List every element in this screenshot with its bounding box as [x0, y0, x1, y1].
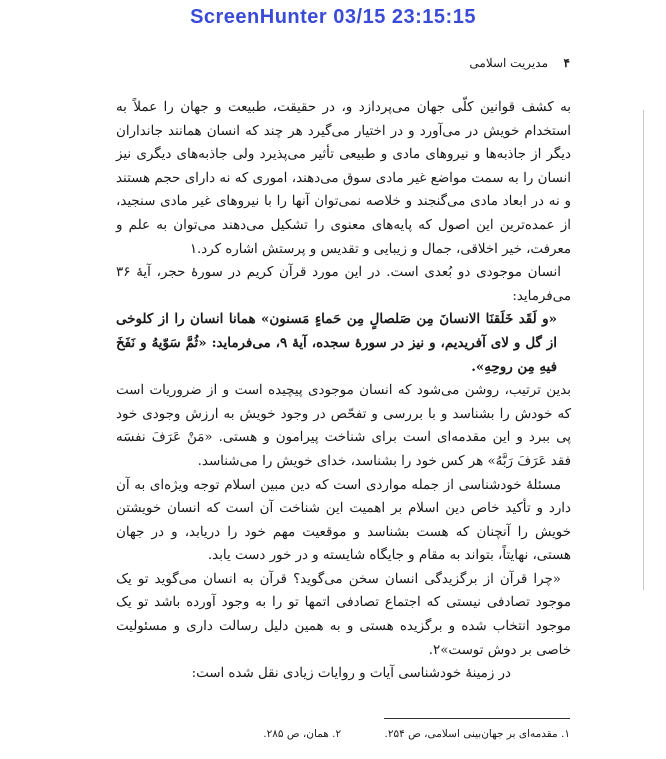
- running-title: مدیریت اسلامی: [469, 56, 548, 70]
- body-text: [116, 96, 571, 686]
- scan-edge-line: [643, 110, 644, 590]
- footnote-separator: [384, 718, 570, 719]
- page-header: [80, 56, 570, 74]
- footnote-2: ۲. همان، ص ۲۸۵.: [263, 728, 342, 740]
- paragraph-5: مسئلهٔ خودشناسی از جمله مواردی است که دین مبین اسلام توجه ویژه‌ای به آن دارد و تأکید خاص دین اسلام بر اهمیت این شناخت آن است که انسان خویشتن خویش را آنچنان که هست بشناسد و موقعیت مهم خود را دریابد، و در جهان هستی، نهایتاً، بتواند به مقام و جایگاه شایسته و در خور دست یابد.: [116, 477, 571, 564]
- page-number: ۴: [563, 56, 570, 70]
- footnote-1: ۱. مقدمه‌ای بر جهان‌بینی اسلامی، ص ۲۵۴.: [384, 728, 570, 740]
- paragraph-2: انسان موجودی دو بُعدی است. در این مورد قرآن کریم در سورهٔ حجر، آیهٔ ۳۶ می‌فرماید:: [116, 265, 571, 304]
- quran-quote-paragraph: «و لَقَد خَلَقنَا الانسانَ مِن صَلصالٍ مِن حَماءٍ مَسنون» همانا انسان را از کلوخی از گل و لای آفریدیم، و نیز در سورهٔ سجده، آیهٔ ۹، می‌فرماید: «ثُمَّ سَوّیهُ و نَفَخَ فیهِ مِن روحِهِ».: [116, 311, 557, 375]
- paragraph-7: در زمینهٔ خودشناسی آیات و روایات زیادی نقل شده است:: [191, 666, 511, 682]
- footnotes: [116, 728, 570, 740]
- paragraph-1: به کشف قوانین کلّی جهان می‌پردازد و، در حقیقت، طبیعت و جهان را عملاً به استخدام خویش در می‌آورد و در اختیار می‌گیرد هر چند که انسان همانند جانداران دیگر از جاذبه‌ها و نیروهای مادی و طبیعی تأثیر می‌پذیرد ولی جاذبه‌های دیگری نیز انسان را به سمت مواضع غیر مادی سوق می‌دهند، اموری که نه دارای حجم هستند و نه در ابعاد مادی می‌گنجند و خلاصه نمی‌توان آنها را با نیروهای غیر مادی سنجید، از عمده‌ترین این اصول که پایه‌های معنوی را تشکیل می‌دهند می‌توان به علم و معرفت، خیر اخلاقی، جمال و زیبایی و تقدیس و پرستش اشاره کرد.۱: [116, 100, 571, 257]
- paragraph-6: «چرا قرآن از برگزیدگی انسان سخن می‌گوید؟ قرآن به انسان می‌گوید تو یک موجود تصادفی نیستی که اجتماع تصادفی اتمها تو را به وجود آورده باشد تو یک موجود انتخاب شده و برگزیده هستی و به همین دلیل رسالت داری و مسئولیت خاصی بر دوش توست»۲.: [116, 571, 571, 658]
- paragraph-4: بدین ترتیب، روشن می‌شود که انسان موجودی پیچیده است و از ضروریات است که خودش را بشناسد و با بررسی و تفحّص در وجود خویش به ارزش وجودی خود پی ببرد و این مقدمه‌ای است برای شناخت پیرامون و هستی. «مَنْ عَرَفَ نفسَه فقد عَرَفَ رَبَّهُ» هر کس خود را بشناسد، خدای خویش را می‌شناسد.: [116, 383, 571, 469]
- screenhunter-watermark: ScreenHunter 03/15 23:15:15: [190, 6, 476, 28]
